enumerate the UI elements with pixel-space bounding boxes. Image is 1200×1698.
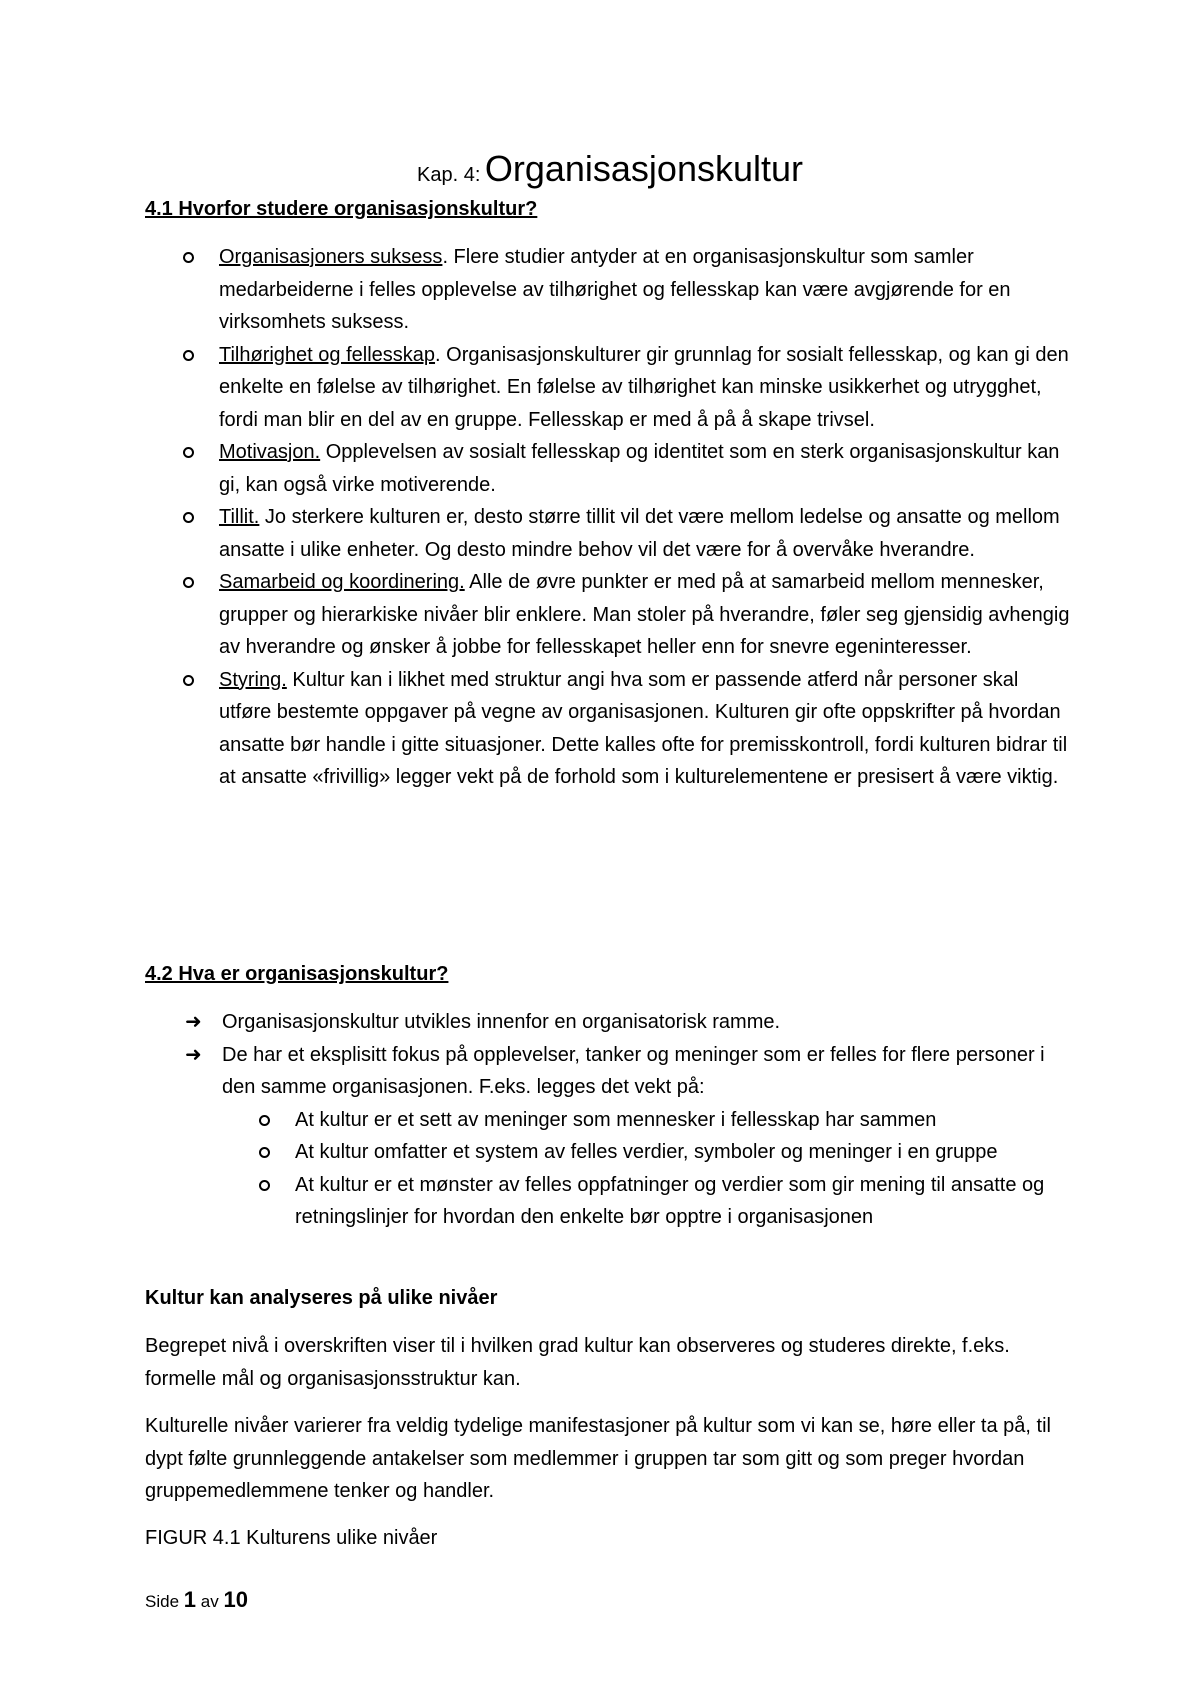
list-item (145, 241, 1075, 339)
item-label: Organisasjoners suksess (219, 246, 443, 268)
sub-list-item (222, 1136, 1075, 1169)
circle-bullet-icon (259, 1115, 270, 1126)
list-item (145, 1006, 1075, 1039)
title-main: Organisasjonskultur (484, 148, 803, 189)
item-text: Jo sterkere kulturen er, desto større tillit vil det være mellom ledelse og ansatte og mellom ansatte i ulike enheter. Og desto mindre behov vil det være for å overvåke hverandre. (219, 506, 1060, 561)
item-label: Tillit. (219, 506, 260, 528)
sub-list (222, 1104, 1075, 1234)
section-heading-4-1: 4.1 Hvorfor studere organisasjonskultur? (145, 198, 538, 220)
circle-bullet-icon (183, 252, 194, 263)
circle-bullet-icon (183, 447, 194, 458)
sub-item-text: At kultur er et mønster av felles oppfatninger og verdier som gir mening til ansatte og retningslinjer for hvordan den enkelte bør opptre i organisasjonen (295, 1173, 1045, 1228)
circle-bullet-icon (259, 1180, 270, 1191)
item-text: . Organisasjonskulturer gir grunnlag for sosialt fellesskap, og kan gi den enkelte en følelse av tilhørighet. En følelse av tilhørighet kan minske usikkerhet og utrygghet, fordi man blir en del av en gruppe. Fellesskap er med å på å skape trivsel. (219, 343, 1069, 431)
item-text: Opplevelsen av sosialt fellesskap og identitet som en sterk organisasjonskultur kan gi, kan også virke motiverende. (219, 441, 1060, 496)
levels-paragraph-1: Begrepet nivå i overskriften viser til i hvilken grad kultur kan observeres og studeres direkte, f.eks. formelle mål og organisasjonsstruktur kan. (145, 1335, 1010, 1390)
item-label: Motivasjon. (219, 441, 321, 463)
footer-side: Side (145, 1592, 180, 1611)
footer-av: av (200, 1592, 219, 1611)
arrow-item-text: De har et eksplisitt fokus på opplevelser, tanker og meninger som er felles for flere personer i den samme organisasjonen. F.eks. legges det vekt på: (222, 1043, 1045, 1098)
page-footer (145, 1587, 248, 1613)
sub-list-item (222, 1104, 1075, 1137)
item-label: Tilhørighet og fellesskap (219, 343, 436, 366)
sub-list-item (222, 1169, 1075, 1234)
arrow-right-icon: ➜ (185, 1043, 202, 1066)
footer-page-number: 1 (183, 1587, 197, 1612)
section-heading-4-2: 4.2 Hva er organisasjonskultur? (145, 963, 449, 985)
list-item (145, 501, 1075, 566)
footer-total-pages: 10 (223, 1587, 248, 1612)
page-title (145, 148, 1075, 190)
sub-item-text: At kultur er et sett av meninger som mennesker i fellesskap har sammen (295, 1108, 937, 1131)
circle-bullet-icon (183, 350, 194, 361)
arrow-item-text: Organisasjonskultur utvikles innenfor en organisatorisk ramme. (222, 1011, 781, 1033)
circle-bullet-icon (183, 512, 194, 523)
reasons-list (145, 241, 1075, 794)
list-item (145, 339, 1075, 437)
levels-heading: Kultur kan analyseres på ulike nivåer (145, 1287, 498, 1309)
circle-bullet-icon (183, 675, 194, 686)
list-item (145, 1039, 1075, 1234)
list-item (145, 436, 1075, 501)
item-text: . Flere studier antyder at en organisasjonskultur som samler medarbeiderne i felles opplevelse av tilhørighet og fellesskap kan være avgjørende for en virksomhets suksess. (219, 246, 1011, 333)
title-prefix: Kap. 4: (417, 164, 481, 186)
list-item (145, 566, 1075, 664)
list-item (145, 664, 1075, 794)
item-label: Samarbeid og koordinering. (219, 571, 465, 593)
item-text: Alle de øvre punkter er med på at samarbeid mellom mennesker, grupper og hierarkiske nivåer blir enklere. Man stoler på hverandre, føler seg gjensidig avhengig av hverandre og ønsker å jobbe for fellesskapet heller enn for snevre egeninteresser. (219, 571, 1070, 658)
circle-bullet-icon (259, 1147, 270, 1158)
sub-item-text: At kultur omfatter et system av felles verdier, symboler og meninger i en gruppe (295, 1141, 998, 1163)
figure-caption: FIGUR 4.1 Kulturens ulike nivåer (145, 1527, 438, 1549)
definition-list (145, 1006, 1075, 1234)
arrow-right-icon: ➜ (185, 1011, 202, 1033)
circle-bullet-icon (183, 577, 194, 588)
item-label: Styring. (219, 668, 287, 691)
item-text: Kultur kan i likhet med struktur angi hva som er passende atferd når personer skal utføre bestemte oppgaver på vegne av organisasjonen. Kulturen gir ofte oppskrifter på hvordan ansatte bør handle i gitte situasjoner. Dette kalles ofte for premisskontroll, fordi kulturen bidrar til at ansatte «frivillig» legger vekt på de forhold som i kulturelementene er presisert å være viktig. (219, 668, 1068, 788)
levels-paragraph-2: Kulturelle nivåer varierer fra veldig tydelige manifestasjoner på kultur som vi kan se, høre eller ta på, til dypt følte grunnleggende antakelser som medlemmer i gruppen tar som gitt og som preger hvordan gruppemedlemmene tenker og handler. (145, 1415, 1051, 1502)
